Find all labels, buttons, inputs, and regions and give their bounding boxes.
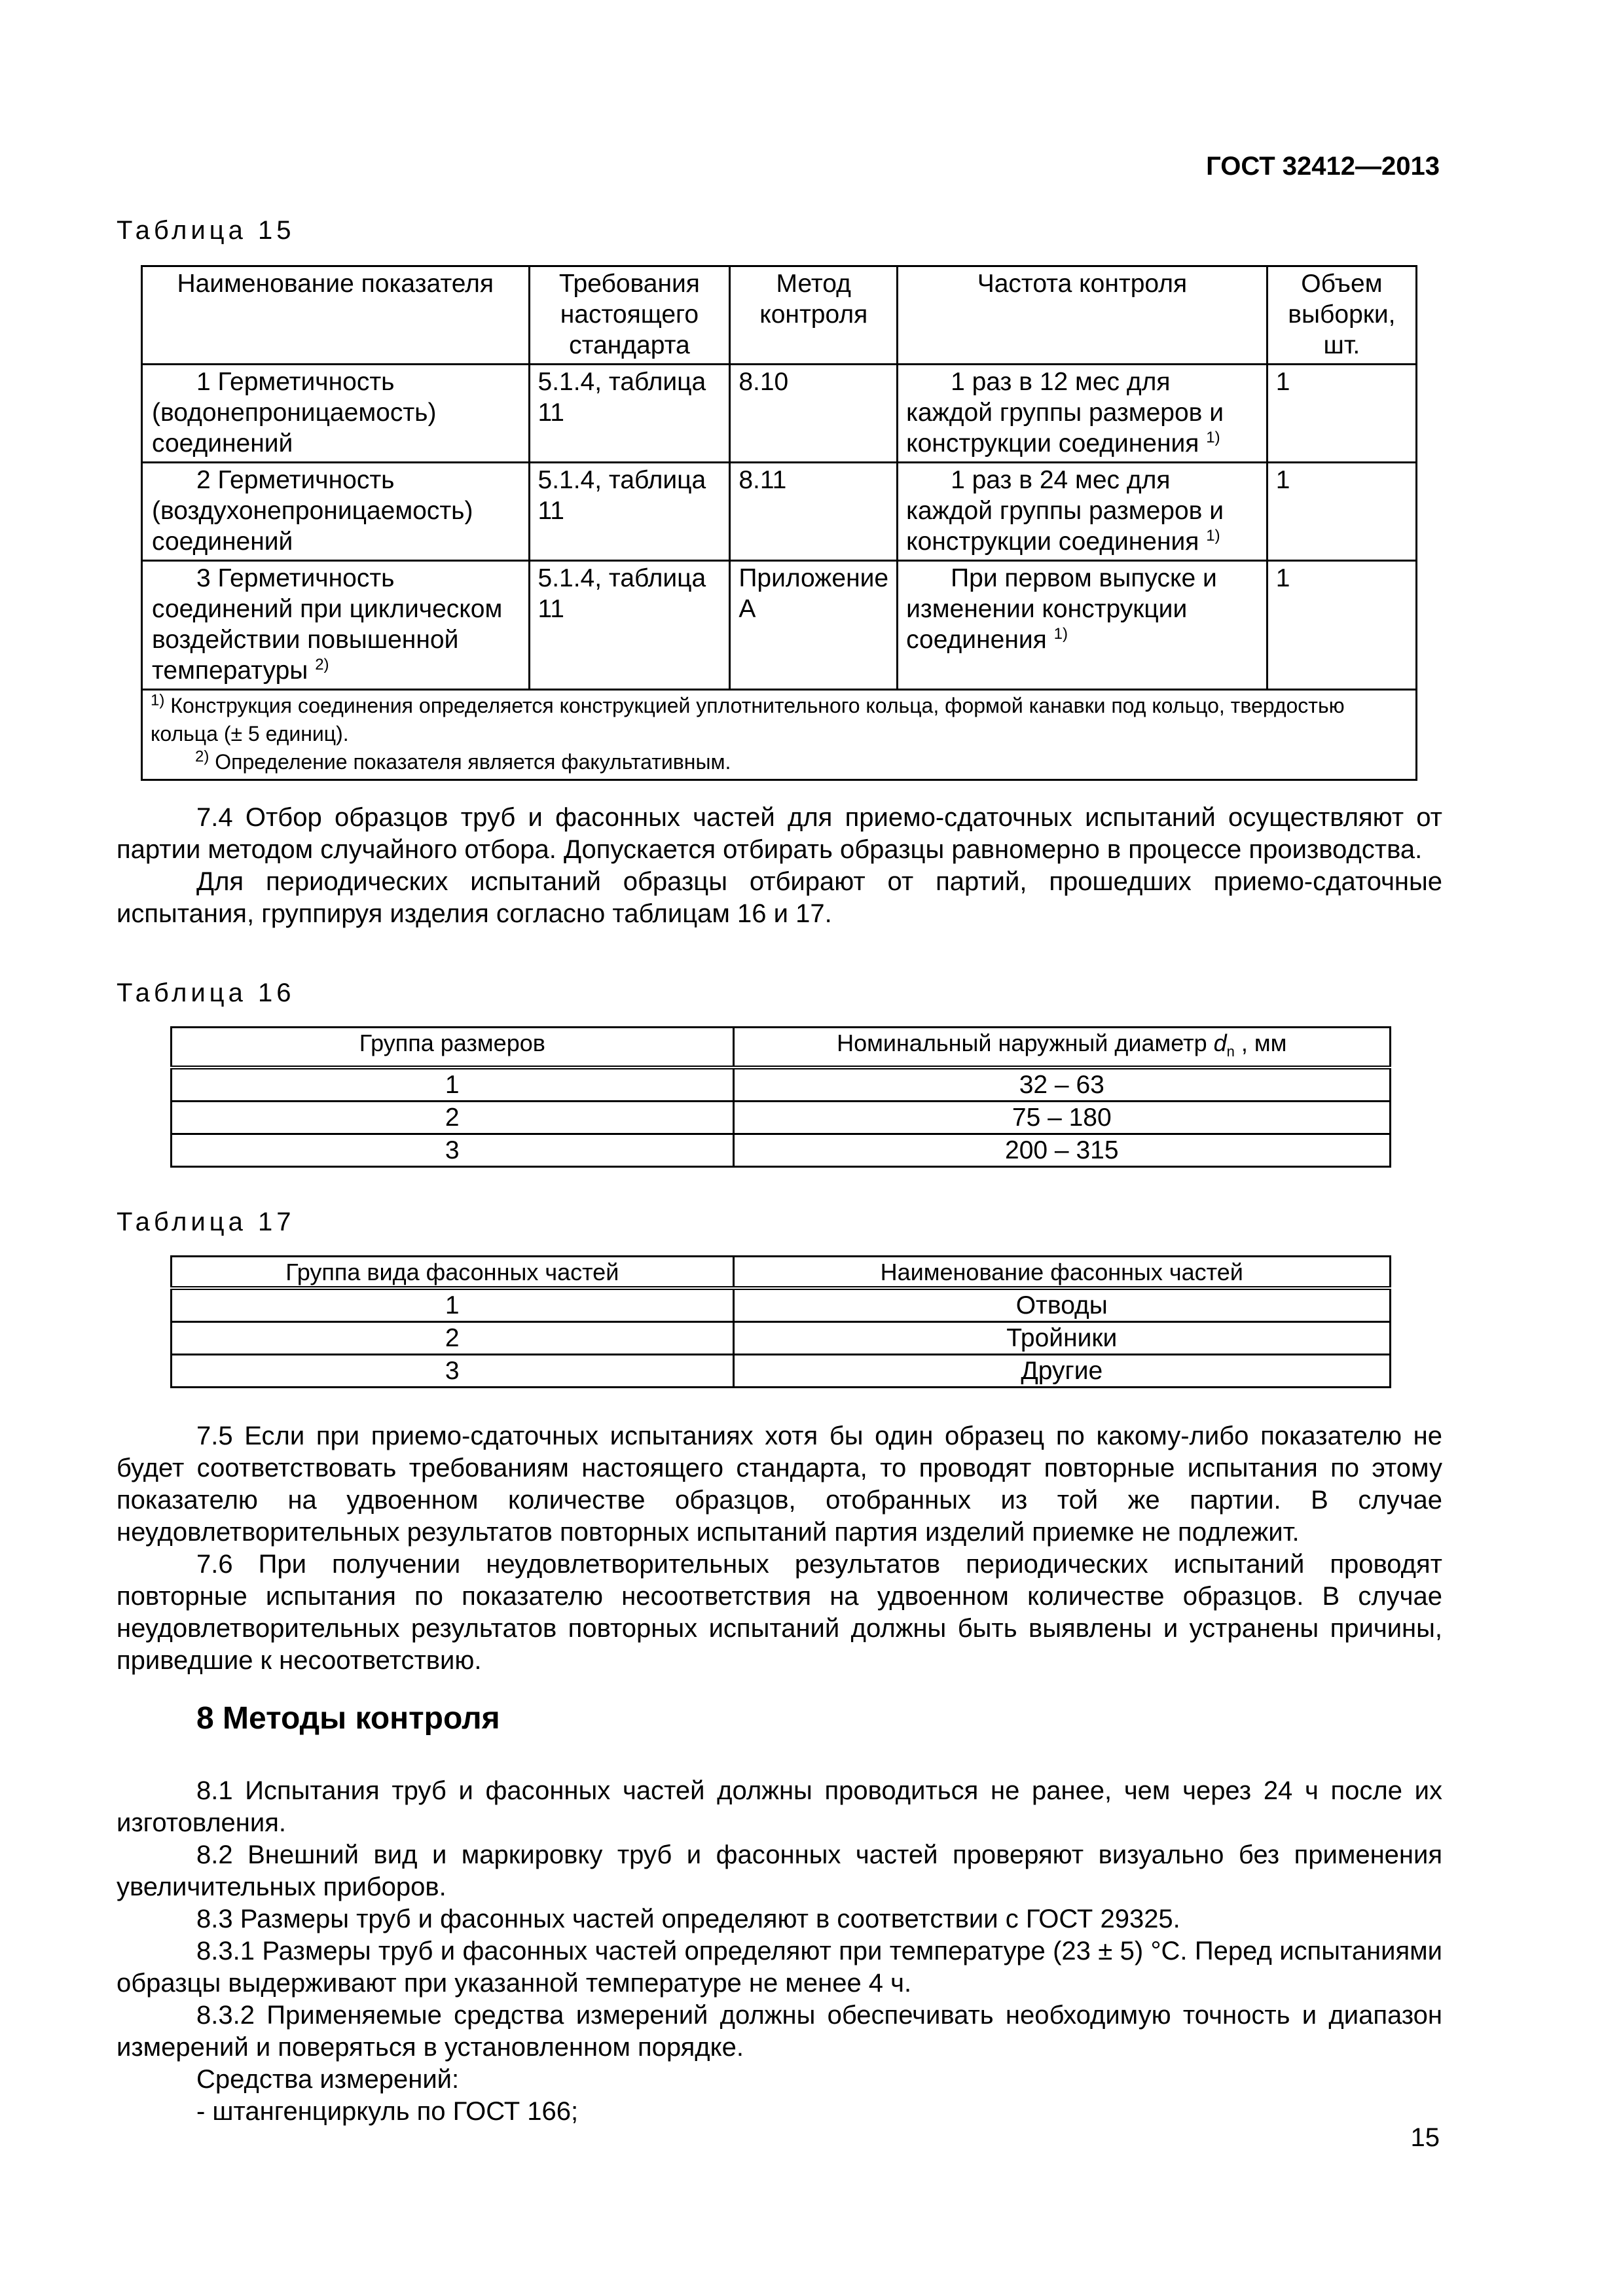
table-cell: 5.1.4, таблица 11 xyxy=(529,365,730,463)
footnote-ref: 1) xyxy=(1206,429,1220,446)
table-17-caption: Таблица 17 xyxy=(117,1208,295,1236)
table-cell: 32 – 63 xyxy=(733,1067,1390,1102)
table-cell: 5.1.4, таблица 11 xyxy=(529,463,730,561)
footnote-ref: 2) xyxy=(315,656,329,673)
paragraph-8-1: 8.1 Испытания труб и фасонных частей должны проводиться не ранее, чем через 24 ч после их изготовления. xyxy=(117,1776,1442,1837)
table-cell: Отводы xyxy=(733,1288,1390,1322)
table-cell: 1 xyxy=(172,1288,734,1322)
header-cell: Номинальный наружный диаметр $d_n$ , мм xyxy=(733,1028,1390,1068)
table-cell: При первом выпуске и изменении конструкции соединения $^{1)}$ xyxy=(898,561,1267,690)
paragraph-7-4-periodic: Для периодических испытаний образцы отбирают от партий, прошедших приемо-сдаточные испытания, группируя изделия согласно таблицам 16 и 17. xyxy=(117,867,1442,928)
paragraph-8-3-1: 8.3.1 Размеры труб и фасонных частей определяют при температуре (23 ± 5) °С. Перед испытаниями образцы выдерживают при указанной температуре не менее 4 ч. xyxy=(117,1937,1442,1998)
table-header-row xyxy=(172,1257,1391,1289)
table-row xyxy=(142,463,1417,561)
table-cell: 200 – 315 xyxy=(733,1134,1390,1167)
table-footnote-row xyxy=(142,690,1417,780)
section-7-4 xyxy=(117,802,1442,930)
table-15-caption: Таблица 15 xyxy=(117,216,295,245)
table-cell: 1 xyxy=(172,1067,734,1102)
table-15 xyxy=(141,265,1417,781)
table-cell: 1 xyxy=(1267,463,1416,561)
header-cell: Группа размеров xyxy=(172,1028,734,1068)
table-row xyxy=(142,365,1417,463)
table-row xyxy=(172,1322,1391,1355)
paragraph-8-3: 8.3 Размеры труб и фасонных частей определяют в соответствии с ГОСТ 29325. xyxy=(196,1905,1180,1933)
table-header-row xyxy=(172,1028,1391,1068)
list-item-caliper: - штангенциркуль по ГОСТ 166; xyxy=(196,2097,579,2126)
table-cell: Тройники xyxy=(733,1322,1390,1355)
footnote-1: $^{1)}$ Конструкция соединения определяется конструкцией уплотнительного кольца, формой канавки под кольцо, твердостью кольца (± 5 единиц). xyxy=(151,691,1345,745)
table-cell: 8.11 xyxy=(730,463,898,561)
table-row xyxy=(172,1134,1391,1167)
table-row xyxy=(172,1288,1391,1322)
table-footnotes xyxy=(142,690,1417,780)
table-cell: 2 Герметичность (воздухонепроницаемость) соединений xyxy=(142,463,530,561)
footnote-ref: 1) xyxy=(1053,625,1068,643)
header-cell: Наименование показателя xyxy=(142,266,530,365)
footnote-ref: 1) xyxy=(1206,527,1220,545)
table-cell: 2 xyxy=(172,1322,734,1355)
table-header-row xyxy=(142,266,1417,365)
table-cell: 1 Герметичность (водонепроницаемость) соединений xyxy=(142,365,530,463)
table-cell: Другие xyxy=(733,1355,1390,1388)
header-cell: Группа вида фасонных частей xyxy=(172,1257,734,1289)
header-cell: Метод контроля xyxy=(730,266,898,365)
header-cell: Требования настоящего стандарта xyxy=(529,266,730,365)
table-cell: 3 xyxy=(172,1134,734,1167)
page-number: 15 xyxy=(1410,2123,1440,2152)
table-cell: Приложение А xyxy=(730,561,898,690)
paragraph-8-3-2: 8.3.2 Применяемые средства измерений должны обеспечивать необходимую точность и диапазон измерений и поверяться в установленном порядке. xyxy=(117,2001,1442,2062)
header-cell: Наименование фасонных частей xyxy=(733,1257,1390,1289)
table-cell: 5.1.4, таблица 11 xyxy=(529,561,730,690)
table-row xyxy=(172,1102,1391,1134)
table-cell: 1 раз в 12 мес для каждой группы размеров и конструкции соединения $^{1)}$ xyxy=(898,365,1267,463)
table-row xyxy=(172,1067,1391,1102)
section-8-body xyxy=(117,1775,1442,2128)
table-16 xyxy=(170,1026,1391,1168)
table-17 xyxy=(170,1255,1391,1388)
paragraph-tools: Средства измерений: xyxy=(196,2065,460,2094)
table-row xyxy=(142,561,1417,690)
header-cell: Объем выборки, шт. xyxy=(1267,266,1416,365)
section-7-5-7-6 xyxy=(117,1420,1442,1677)
paragraph-8-2: 8.2 Внешний вид и маркировку труб и фасонных частей проверяют визуально без применения увеличительных приборов. xyxy=(117,1840,1442,1901)
table-cell: 3 xyxy=(172,1355,734,1388)
paragraph-7-5: 7.5 Если при приемо-сдаточных испытаниях хотя бы один образец по какому-либо показателю не будет соответствовать требованиям настоящего стандарта, то проводят повторные испытания по этому показателю на удвоенном количестве образцов, отобранных из той же партии. В случае неудовлетворительных результатов повторных испытаний партия изделий приемке не подлежит. xyxy=(117,1422,1442,1547)
standard-code: ГОСТ 32412—2013 xyxy=(1206,152,1440,181)
table-cell: 2 xyxy=(172,1102,734,1134)
table-cell: 75 – 180 xyxy=(733,1102,1390,1134)
table-row xyxy=(172,1355,1391,1388)
table-cell: 1 xyxy=(1267,365,1416,463)
footnote-2: $^{2)}$ Определение показателя является факультативным. xyxy=(195,747,731,774)
table-cell: 3 Герметичность соединений при циклическом воздействии повышенной температуры $^{2)}$ xyxy=(142,561,530,690)
table-16-caption: Таблица 16 xyxy=(117,978,295,1007)
paragraph-7-4: 7.4 Отбор образцов труб и фасонных частей для приемо-сдаточных испытаний осуществляют от партии методом случайного отбора. Допускается отбирать образцы равномерно в процессе производства. xyxy=(117,803,1442,864)
table-cell: 1 раз в 24 мес для каждой группы размеров и конструкции соединения $^{1)}$ xyxy=(898,463,1267,561)
section-8-heading: 8 Методы контроля xyxy=(196,1701,500,1736)
table-cell: 1 xyxy=(1267,561,1416,690)
paragraph-7-6: 7.6 При получении неудовлетворительных результатов периодических испытаний проводят повторные испытания по показателю несоответствия на удвоенном количестве образцов. В случае неудовлетворительных результатов повторных испытаний должны быть выявлены и устранены причины, приведшие к несоответствию. xyxy=(117,1550,1442,1675)
table-cell: 8.10 xyxy=(730,365,898,463)
header-cell: Частота контроля xyxy=(898,266,1267,365)
